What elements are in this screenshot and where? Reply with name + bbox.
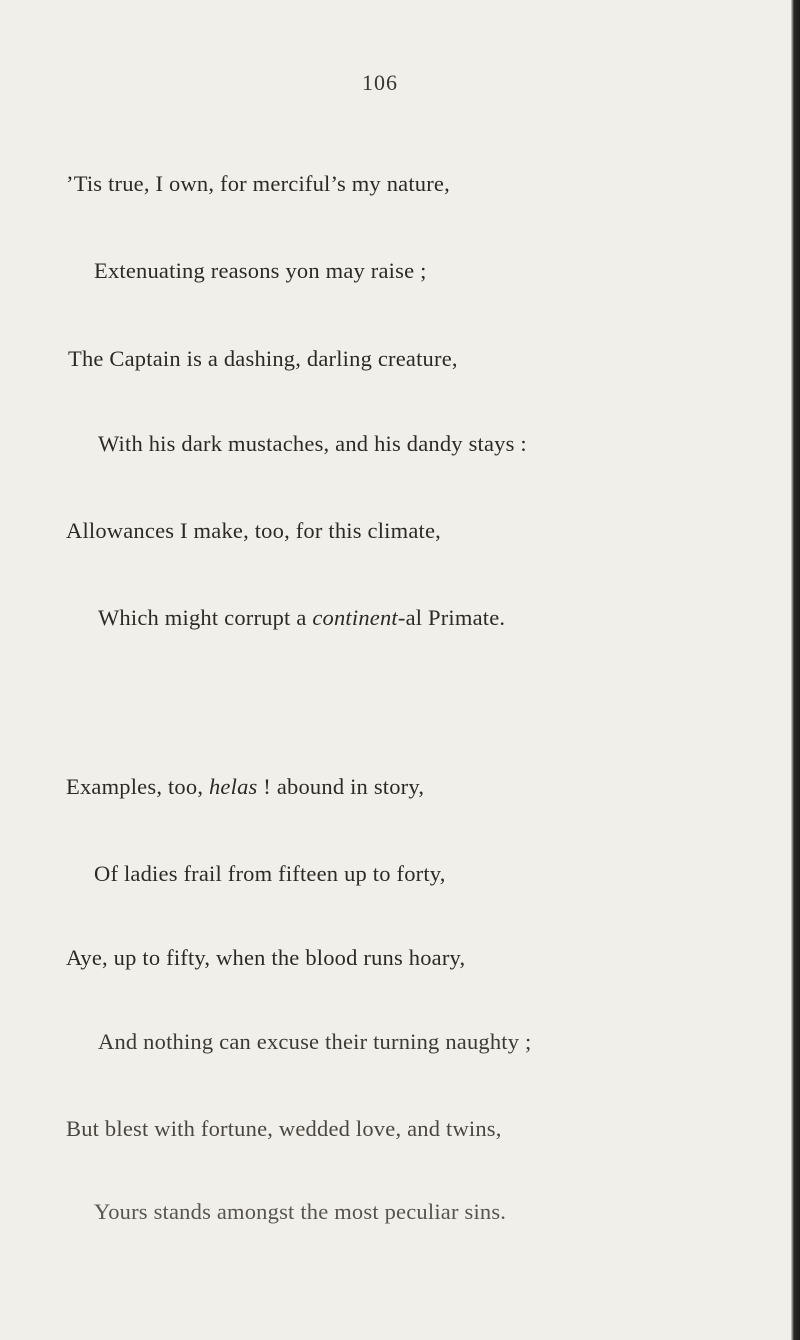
poem-line-5: Allowances I make, too, for this climate, xyxy=(66,518,441,543)
poem-line-7-italic: helas xyxy=(208,774,258,799)
poem-line-3: The Captain is a dashing, darling creature, xyxy=(68,346,458,371)
poem-line-10: And nothing can excuse their turning naughty ; xyxy=(98,1029,532,1054)
page-edge xyxy=(791,0,800,1340)
poem-line-9: Aye, up to fifty, when the blood runs hoary, xyxy=(66,945,466,970)
poem-line-6-before: Which might corrupt a xyxy=(98,605,313,630)
poem-line-11: But blest with fortune, wedded love, and twins, xyxy=(66,1116,502,1141)
poem-line-6 xyxy=(98,604,505,632)
poem-line-7 xyxy=(66,773,424,801)
poem-line-8: Of ladies frail from fifteen up to forty, xyxy=(94,861,446,886)
poem-line-6-italic: continent xyxy=(312,605,398,630)
poem-line-12: Yours stands amongst the most peculiar sins. xyxy=(94,1199,507,1224)
poem-line-2: Extenuating reasons yon may raise ; xyxy=(94,258,427,283)
poem-line-7-before: Examples, too, xyxy=(66,774,209,799)
poem-line-7-after: ! abound in story, xyxy=(257,774,425,799)
page-number: 106 xyxy=(362,70,398,95)
poem-line-4: With his dark mustaches, and his dandy stays : xyxy=(98,431,527,456)
poem-line-6-after: -al Primate. xyxy=(397,605,506,630)
poem-line-1: ’Tis true, I own, for merciful’s my nature, xyxy=(66,171,450,196)
